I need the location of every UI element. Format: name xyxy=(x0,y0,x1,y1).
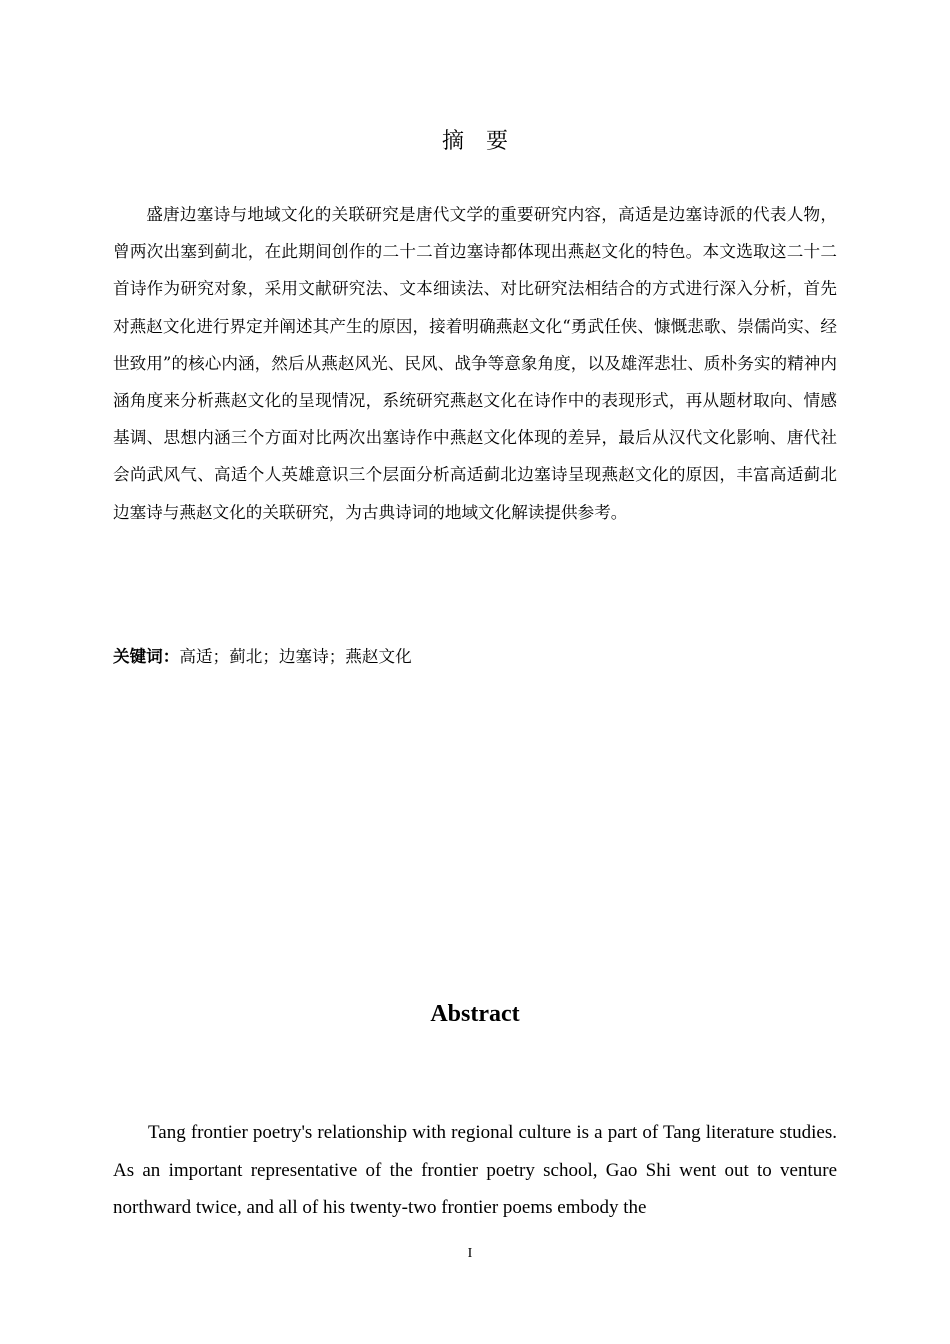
keywords-value: 高适；蓟北；边塞诗；燕赵文化 xyxy=(179,647,412,666)
chinese-keywords xyxy=(113,643,837,671)
english-abstract-title: Abstract xyxy=(430,1001,520,1027)
chinese-abstract-title: 摘 要 xyxy=(441,129,508,154)
chinese-abstract-body: 盛唐边塞诗与地域文化的关联研究是唐代文学的重要研究内容，高适是边塞诗派的代表人物，曾两次出塞到蓟北，在此期间创作的二十二首边塞诗都体现出燕赵文化的特色。本文选取这二十二首诗作为研究对象，采用文献研究法、文本细读法、对比研究法相结合的方式进行深入分析，首先对燕赵文化进行界定并阐述其产生的原因，接着明确燕赵文化“勇武任侠、慷慨悲歌、崇儒尚实、经世致用”的核心内涵，然后从燕赵风光、民风、战争等意象角度，以及雄浑悲壮、质朴务实的精神内涵角度来分析燕赵文化的呈现情况，系统研究燕赵文化在诗作中的表现形式，再从题材取向、情感基调、思想内涵三个方面对比两次出塞诗作中燕赵文化体现的差异，最后从汉代文化影响、唐代社会尚武风气、高适个人英雄意识三个层面分析高适蓟北边塞诗呈现燕赵文化的原因，丰富高适蓟北边塞诗与燕赵文化的关联研究，为古典诗词的地域文化解读提供参考。 xyxy=(113,205,837,522)
page-number: I xyxy=(467,1246,473,1261)
keywords-label: 关键词： xyxy=(113,647,180,666)
english-abstract-body: Tang frontier poetry's relationship with regional culture is a part of Tang literature studies. As an important representative of the frontier poetry school, Gao Shi went out to venture northward twice, and all of his twenty-two frontier poems embody the xyxy=(113,1122,837,1218)
